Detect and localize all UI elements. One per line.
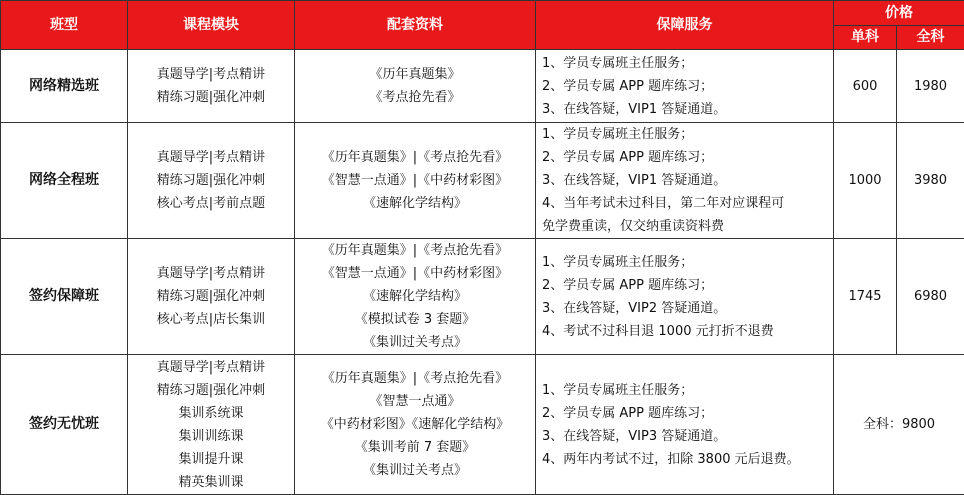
materials-cell [295, 355, 536, 495]
service-line: 2、学员专属 APP 题库练习； [542, 75, 833, 98]
single-price: 600 [834, 50, 897, 123]
service-cell [536, 123, 834, 239]
service-line: 1、学员专属班主任服务； [542, 379, 833, 402]
material-line: 《模拟试卷 3 套题》 [295, 308, 535, 331]
material-line: 《历年真题集》|《考点抢先看》 [295, 239, 535, 262]
materials-cell [295, 239, 536, 355]
module-line: 精练习题|强化冲刺 [128, 379, 294, 402]
material-line: 《历年真题集》 [295, 63, 535, 86]
class-name: 网络精选班 [1, 50, 128, 123]
module-line: 集训训练课 [128, 425, 294, 448]
module-line: 集训系统课 [128, 402, 294, 425]
service-line: 2、学员专属 APP 题库练习； [542, 146, 833, 169]
header-class-type: 班型 [1, 1, 128, 50]
header-materials: 配套资料 [295, 1, 536, 50]
materials-cell [295, 50, 536, 123]
header-price: 价格 [834, 1, 964, 26]
service-line: 3、在线答疑，VIP2 答疑通道。 [542, 297, 833, 320]
full-price: 3980 [897, 123, 964, 239]
table-row [1, 123, 964, 239]
material-line: 《智慧一点通》|《中药材彩图》 [295, 169, 535, 192]
full-price: 1980 [897, 50, 964, 123]
class-name: 签约保障班 [1, 239, 128, 355]
header-single-price: 单科 [834, 26, 897, 50]
header-service: 保障服务 [536, 1, 834, 50]
service-cell [536, 239, 834, 355]
single-price: 1000 [834, 123, 897, 239]
table-row [1, 239, 964, 355]
module-line: 精练习题|强化冲刺 [128, 86, 294, 109]
service-line: 4、考试不过科目退 1000 元打折不退费 [542, 320, 833, 343]
service-cell [536, 50, 834, 123]
material-line: 《智慧一点通》 [295, 390, 535, 413]
material-line: 《集训过关考点》 [295, 331, 535, 354]
service-line: 4、当年考试未过科目，第二年对应课程可 [542, 192, 833, 215]
material-line: 《速解化学结构》 [295, 285, 535, 308]
module-line: 真题导学|考点精讲 [128, 146, 294, 169]
module-line: 集训提升课 [128, 448, 294, 471]
material-line: 《历年真题集》|《考点抢先看》 [295, 367, 535, 390]
material-line: 《智慧一点通》|《中药材彩图》 [295, 262, 535, 285]
service-line: 1、学员专属班主任服务； [542, 52, 833, 75]
single-price: 1745 [834, 239, 897, 355]
service-line: 免学费重读，仅交纳重读资料费 [542, 215, 833, 238]
service-line: 2、学员专属 APP 题库练习； [542, 274, 833, 297]
table-row [1, 50, 964, 123]
service-line: 1、学员专属班主任服务； [542, 251, 833, 274]
material-line: 《集训考前 7 套题》 [295, 436, 535, 459]
modules-cell [128, 239, 295, 355]
service-cell [536, 355, 834, 495]
module-line: 真题导学|考点精讲 [128, 262, 294, 285]
material-line: 《考点抢先看》 [295, 86, 535, 109]
class-name: 签约无忧班 [1, 355, 128, 495]
modules-cell [128, 355, 295, 495]
materials-cell [295, 123, 536, 239]
combined-price: 全科：9800 [834, 355, 964, 495]
material-line: 《速解化学结构》 [295, 192, 535, 215]
table-row [1, 355, 964, 495]
service-line: 1、学员专属班主任服务； [542, 123, 833, 146]
full-price: 6980 [897, 239, 964, 355]
module-line: 精练习题|强化冲刺 [128, 169, 294, 192]
material-line: 《集训过关考点》 [295, 459, 535, 482]
header-full-price: 全科 [897, 26, 964, 50]
material-line: 《中药材彩图》《速解化学结构》 [295, 413, 535, 436]
service-line: 3、在线答疑，VIP3 答疑通道。 [542, 425, 833, 448]
service-line: 2、学员专属 APP 题库练习； [542, 402, 833, 425]
module-line: 精英集训课 [128, 471, 294, 494]
service-line: 4、两年内考试不过，扣除 3800 元后退费。 [542, 448, 833, 471]
header-modules: 课程模块 [128, 1, 295, 50]
service-line: 3、在线答疑，VIP1 答疑通道。 [542, 169, 833, 192]
class-name: 网络全程班 [1, 123, 128, 239]
module-line: 核心考点|考前点题 [128, 192, 294, 215]
modules-cell [128, 123, 295, 239]
service-line: 3、在线答疑，VIP1 答疑通道。 [542, 98, 833, 121]
modules-cell [128, 50, 295, 123]
module-line: 真题导学|考点精讲 [128, 63, 294, 86]
module-line: 核心考点|店长集训 [128, 308, 294, 331]
module-line: 精练习题|强化冲刺 [128, 285, 294, 308]
module-line: 真题导学|考点精讲 [128, 356, 294, 379]
material-line: 《历年真题集》|《考点抢先看》 [295, 146, 535, 169]
